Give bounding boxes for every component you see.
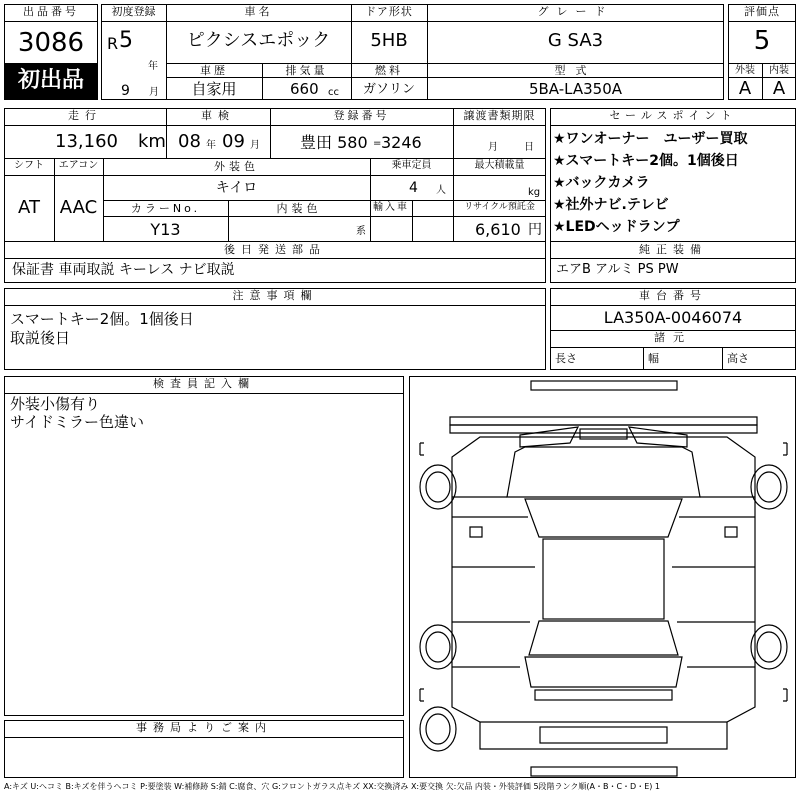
score-value: 5 — [753, 26, 771, 56]
standard-equipment-label: 純正装備 — [639, 243, 707, 256]
color-label: 外装色 — [214, 160, 259, 173]
lot-label: 出品番号 — [23, 5, 79, 18]
sales-points-label: セールスポイント — [609, 109, 737, 122]
load-label: 最大積載量 — [474, 160, 525, 171]
exterior-grade: A — [738, 78, 752, 99]
km-unit: km — [138, 131, 166, 152]
year-unit: 年 — [148, 61, 158, 72]
notes-label: 注意事項欄 — [232, 289, 318, 302]
displacement-value: 660 — [290, 80, 319, 98]
shift-label: シフト — [14, 160, 44, 171]
mileage-value: 13,160 — [55, 131, 118, 152]
notes-line: 取説後日 — [10, 329, 71, 347]
capacity-value: 4 — [409, 180, 418, 196]
lot-number: 3086 — [17, 28, 85, 58]
color-no-value: Y13 — [150, 220, 181, 239]
transfer-label: 譲渡書類期限 — [463, 109, 536, 122]
later-parts-label: 後日発送部品 — [224, 243, 326, 256]
model-value: 5BA-LA350A — [528, 80, 623, 98]
recycle-unit: 円 — [528, 222, 542, 238]
dimensions-label: 諸元 — [654, 331, 692, 344]
shift-value: AT — [18, 197, 40, 218]
width-label: 幅 — [648, 352, 659, 365]
cc-unit: cc — [328, 87, 339, 98]
height-label: 高さ — [727, 352, 749, 365]
displacement-label: 排気量 — [285, 64, 328, 77]
chassis-value: LA350A-0046074 — [603, 308, 743, 327]
era: R — [107, 34, 119, 53]
length-label: 長さ — [555, 352, 577, 365]
transfer-day-unit: 日 — [524, 142, 534, 153]
door-label: ドア形状 — [365, 5, 413, 18]
recycle-value: 6,610 — [475, 220, 521, 239]
door-value: 5HB — [370, 30, 408, 51]
interior-color-unit: 系 — [356, 226, 366, 237]
inspector-line: 外装小傷有り — [10, 395, 101, 413]
reg-year: 5 — [119, 28, 133, 53]
color-value: キイロ — [215, 180, 258, 196]
inspection-label: 車検 — [201, 109, 235, 122]
fuel-value: ガソリン — [362, 82, 415, 97]
footer-legend: A:キズ U:ヘコミ B:キズを伴うヘコミ P:要塗装 W:補修跡 S:錆 C:腐食、穴 G:フロントガラス点キズ XX:交換済み X:要交換 欠:欠品 内装・外装評価 5段階ランク順(A・B・C・D・E) 1 — [4, 782, 661, 791]
capacity-label: 乗車定員 — [391, 160, 432, 171]
ac-label: エアコン — [58, 160, 99, 171]
plate-separator: = — [373, 138, 382, 149]
month-unit: 月 — [149, 87, 159, 98]
history-value: 自家用 — [191, 80, 237, 98]
sales-point-item: ★ワンオーナー ユーザー買取 — [553, 131, 748, 147]
sales-point-item: ★スマートキー2個。1個後日 — [553, 153, 739, 169]
score-label: 評価点 — [744, 5, 780, 18]
reg-label: 初度登録 — [111, 5, 156, 18]
reg-month: 9 — [121, 83, 130, 99]
inspection-month-unit: 月 — [250, 140, 260, 151]
notes-line: スマートキー2個。1個後日 — [10, 310, 194, 328]
interior-color-label: 内装色 — [276, 202, 322, 215]
later-parts-value: 保証書 車両取説 キーレス ナビ取説 — [12, 262, 235, 278]
transfer-month-unit: 月 — [488, 142, 498, 153]
history-label: 車歴 — [200, 64, 228, 77]
inspection-year-unit: 年 — [206, 140, 216, 151]
model-label: 型式 — [554, 64, 597, 77]
import-label: 輸入車 — [373, 202, 409, 213]
car-diagram — [409, 376, 796, 778]
color-no-label: カラーNo. — [130, 202, 201, 215]
first-listing-text: 初出品 — [17, 68, 84, 93]
load-unit: kg — [528, 187, 541, 198]
sales-point-item: ★社外ナビ.テレビ — [553, 197, 669, 213]
plate-number: 3246 — [381, 133, 422, 152]
recycle-label: リサイクル預託金 — [464, 202, 535, 212]
inspector-line: サイドミラー色違い — [10, 413, 144, 431]
grade-label: グレード — [537, 5, 614, 18]
car-name: ピクシスエポック — [186, 30, 331, 51]
mileage-label: 走行 — [68, 109, 102, 122]
inspection-month: 09 — [222, 131, 245, 152]
inspection-year: 08 — [178, 131, 201, 152]
office-label: 事務局よりご案内 — [136, 721, 272, 734]
plate-label: 登録番号 — [333, 109, 390, 122]
inspector-label: 検査員記入欄 — [153, 377, 255, 390]
standard-equipment-value: エアB アルミ PS PW — [556, 262, 679, 277]
interior-grade: A — [772, 78, 786, 99]
ac-value: AAC — [59, 197, 98, 218]
fuel-label: 燃料 — [375, 64, 403, 77]
chassis-label: 車台番号 — [639, 289, 707, 302]
interior-label: 内装 — [769, 65, 789, 76]
name-label: 車名 — [244, 5, 273, 18]
sales-point-item: ★バックカメラ — [553, 175, 650, 191]
car-body-outline — [410, 377, 797, 779]
plate-value: 豊田 580 — [300, 133, 368, 152]
sales-point-item: ★LEDヘッドランプ — [553, 219, 680, 235]
grade-value: G SA3 — [547, 30, 604, 51]
capacity-unit: 人 — [436, 185, 446, 196]
exterior-label: 外装 — [735, 65, 755, 76]
